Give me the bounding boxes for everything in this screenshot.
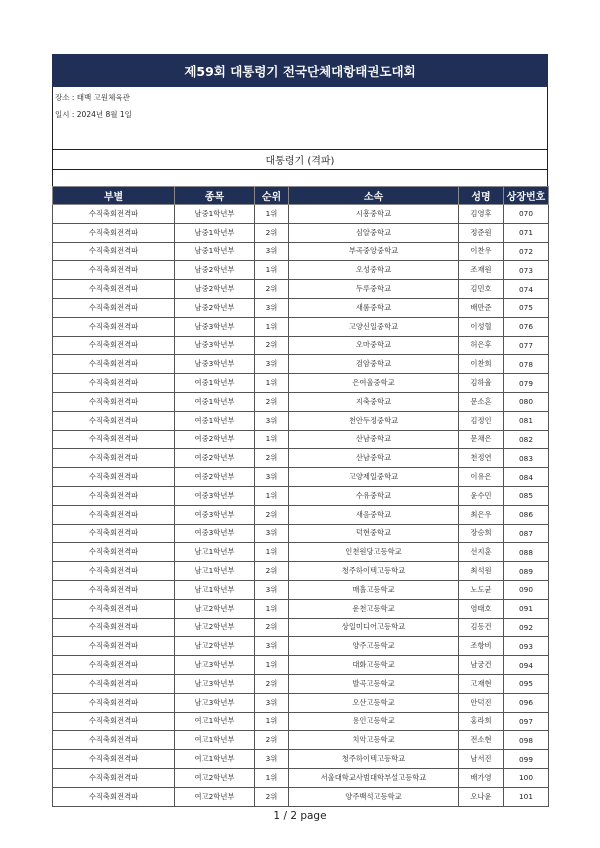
column-header-division: 부별 bbox=[53, 187, 175, 205]
table-row bbox=[53, 693, 549, 712]
table-row bbox=[53, 411, 549, 430]
school-cell: 산남중학교 bbox=[289, 449, 459, 468]
table-body bbox=[53, 205, 549, 807]
results-table bbox=[52, 186, 549, 807]
column-header-school: 소속 bbox=[289, 187, 459, 205]
name-cell: 문채은 bbox=[459, 430, 504, 449]
event-cell: 여중2학년부 bbox=[175, 449, 255, 468]
school-cell: 발곡고등학교 bbox=[289, 674, 459, 693]
award-no-cell: 101 bbox=[504, 787, 549, 806]
school-cell: 천안두정중학교 bbox=[289, 411, 459, 430]
rank-cell: 3위 bbox=[255, 750, 289, 769]
school-cell: 수유중학교 bbox=[289, 486, 459, 505]
rank-cell: 3위 bbox=[255, 242, 289, 261]
section-title: 대통령기 (격파) bbox=[52, 149, 548, 169]
rank-cell: 2위 bbox=[255, 223, 289, 242]
name-cell: 배만준 bbox=[459, 298, 504, 317]
division-cell: 수직축회전격파 bbox=[53, 411, 175, 430]
event-cell: 여중3학년부 bbox=[175, 486, 255, 505]
division-cell: 수직축회전격파 bbox=[53, 562, 175, 581]
rank-cell: 1위 bbox=[255, 374, 289, 393]
name-cell: 이유은 bbox=[459, 468, 504, 487]
division-cell: 수직축회전격파 bbox=[53, 336, 175, 355]
division-cell: 수직축회전격파 bbox=[53, 618, 175, 637]
division-cell: 수직축회전격파 bbox=[53, 768, 175, 787]
school-cell: 청주하이텍고등학교 bbox=[289, 750, 459, 769]
spacer-row bbox=[52, 169, 548, 186]
rank-cell: 1위 bbox=[255, 712, 289, 731]
name-cell: 이찬희 bbox=[459, 355, 504, 374]
division-cell: 수직축회전격파 bbox=[53, 317, 175, 336]
rank-cell: 3위 bbox=[255, 580, 289, 599]
school-cell: 새롬중학교 bbox=[289, 298, 459, 317]
award-no-cell: 077 bbox=[504, 336, 549, 355]
name-cell: 정준원 bbox=[459, 223, 504, 242]
school-cell: 심알중학교 bbox=[289, 223, 459, 242]
school-cell: 오성중학교 bbox=[289, 261, 459, 280]
event-cell: 남중2학년부 bbox=[175, 280, 255, 299]
event-cell: 여고2학년부 bbox=[175, 787, 255, 806]
division-cell: 수직축회전격파 bbox=[53, 580, 175, 599]
award-no-cell: 076 bbox=[504, 317, 549, 336]
school-cell: 은여울중학교 bbox=[289, 374, 459, 393]
school-cell: 용인고등학교 bbox=[289, 712, 459, 731]
division-cell: 수직축회전격파 bbox=[53, 731, 175, 750]
name-cell: 오나윤 bbox=[459, 787, 504, 806]
table-row bbox=[53, 731, 549, 750]
event-cell: 여중1학년부 bbox=[175, 411, 255, 430]
award-no-cell: 088 bbox=[504, 543, 549, 562]
award-no-cell: 095 bbox=[504, 674, 549, 693]
award-no-cell: 074 bbox=[504, 280, 549, 299]
event-cell: 여고1학년부 bbox=[175, 731, 255, 750]
name-cell: 홍라희 bbox=[459, 712, 504, 731]
table-row bbox=[53, 430, 549, 449]
award-no-cell: 098 bbox=[504, 731, 549, 750]
event-cell: 남중2학년부 bbox=[175, 261, 255, 280]
division-cell: 수직축회전격파 bbox=[53, 261, 175, 280]
school-cell: 매홀고등학교 bbox=[289, 580, 459, 599]
division-cell: 수직축회전격파 bbox=[53, 656, 175, 675]
division-cell: 수직축회전격파 bbox=[53, 468, 175, 487]
rank-cell: 2위 bbox=[255, 449, 289, 468]
school-cell: 운천고등학교 bbox=[289, 599, 459, 618]
award-no-cell: 080 bbox=[504, 392, 549, 411]
award-no-cell: 079 bbox=[504, 374, 549, 393]
rank-cell: 1위 bbox=[255, 543, 289, 562]
table-row bbox=[53, 355, 549, 374]
table-row bbox=[53, 543, 549, 562]
table-row bbox=[53, 392, 549, 411]
school-cell: 치악고등학교 bbox=[289, 731, 459, 750]
rank-cell: 2위 bbox=[255, 674, 289, 693]
name-cell: 이성혈 bbox=[459, 317, 504, 336]
table-row bbox=[53, 374, 549, 393]
name-cell: 조재원 bbox=[459, 261, 504, 280]
award-no-cell: 073 bbox=[504, 261, 549, 280]
table-row bbox=[53, 242, 549, 261]
table-row bbox=[53, 505, 549, 524]
award-no-cell: 072 bbox=[504, 242, 549, 261]
rank-cell: 1위 bbox=[255, 317, 289, 336]
school-cell: 부곡중앙중학교 bbox=[289, 242, 459, 261]
award-no-cell: 081 bbox=[504, 411, 549, 430]
event-cell: 여중3학년부 bbox=[175, 524, 255, 543]
table-header-row bbox=[53, 187, 549, 205]
rank-cell: 3위 bbox=[255, 468, 289, 487]
event-cell: 여고2학년부 bbox=[175, 768, 255, 787]
name-cell: 장승희 bbox=[459, 524, 504, 543]
name-cell: 문소흔 bbox=[459, 392, 504, 411]
rank-cell: 1위 bbox=[255, 261, 289, 280]
division-cell: 수직축회전격파 bbox=[53, 693, 175, 712]
table-row bbox=[53, 468, 549, 487]
document-title: 제59회 대통령기 전국단체대항태권도대회 bbox=[52, 54, 548, 87]
rank-cell: 2위 bbox=[255, 731, 289, 750]
event-cell: 남중3학년부 bbox=[175, 336, 255, 355]
school-cell: 서울대학교사범대학부설고등학교 bbox=[289, 768, 459, 787]
school-cell: 양주고등학교 bbox=[289, 637, 459, 656]
award-no-cell: 082 bbox=[504, 430, 549, 449]
venue-text: 장소 : 태백 고원체육관 bbox=[55, 93, 130, 102]
division-cell: 수직축회전격파 bbox=[53, 750, 175, 769]
table-row bbox=[53, 317, 549, 336]
rank-cell: 2위 bbox=[255, 787, 289, 806]
table-row bbox=[53, 298, 549, 317]
table-row bbox=[53, 656, 549, 675]
name-cell: 허은후 bbox=[459, 336, 504, 355]
award-no-cell: 092 bbox=[504, 618, 549, 637]
event-cell: 남중3학년부 bbox=[175, 317, 255, 336]
table-row bbox=[53, 280, 549, 299]
name-cell: 김정인 bbox=[459, 411, 504, 430]
division-cell: 수직축회전격파 bbox=[53, 449, 175, 468]
school-cell: 양주백석고등학교 bbox=[289, 787, 459, 806]
rank-cell: 2위 bbox=[255, 618, 289, 637]
rank-cell: 2위 bbox=[255, 392, 289, 411]
division-cell: 수직축회전격파 bbox=[53, 392, 175, 411]
name-cell: 선지훈 bbox=[459, 543, 504, 562]
event-cell: 남고2학년부 bbox=[175, 637, 255, 656]
division-cell: 수직축회전격파 bbox=[53, 543, 175, 562]
name-cell: 최은우 bbox=[459, 505, 504, 524]
school-cell: 산남중학교 bbox=[289, 430, 459, 449]
division-cell: 수직축회전격파 bbox=[53, 280, 175, 299]
division-cell: 수직축회전격파 bbox=[53, 355, 175, 374]
name-cell: 고재현 bbox=[459, 674, 504, 693]
award-no-cell: 078 bbox=[504, 355, 549, 374]
name-cell: 안덕진 bbox=[459, 693, 504, 712]
event-cell: 남고1학년부 bbox=[175, 580, 255, 599]
event-cell: 여중1학년부 bbox=[175, 392, 255, 411]
rank-cell: 3위 bbox=[255, 524, 289, 543]
table-row bbox=[53, 449, 549, 468]
rank-cell: 1위 bbox=[255, 599, 289, 618]
award-no-cell: 094 bbox=[504, 656, 549, 675]
division-cell: 수직축회전격파 bbox=[53, 524, 175, 543]
name-cell: 윤수민 bbox=[459, 486, 504, 505]
table-row bbox=[53, 336, 549, 355]
event-cell: 여중2학년부 bbox=[175, 430, 255, 449]
school-cell: 청주하이텍고등학교 bbox=[289, 562, 459, 581]
table-row bbox=[53, 750, 549, 769]
rank-cell: 1위 bbox=[255, 486, 289, 505]
results-sheet bbox=[52, 54, 548, 807]
division-cell: 수직축회전격파 bbox=[53, 486, 175, 505]
name-cell: 배가영 bbox=[459, 768, 504, 787]
rank-cell: 1위 bbox=[255, 656, 289, 675]
rank-cell: 3위 bbox=[255, 355, 289, 374]
award-no-cell: 086 bbox=[504, 505, 549, 524]
school-cell: 새음중학교 bbox=[289, 505, 459, 524]
school-cell: 지축중학교 bbox=[289, 392, 459, 411]
rank-cell: 3위 bbox=[255, 411, 289, 430]
division-cell: 수직축회전격파 bbox=[53, 223, 175, 242]
rank-cell: 2위 bbox=[255, 505, 289, 524]
award-no-cell: 096 bbox=[504, 693, 549, 712]
event-cell: 여중1학년부 bbox=[175, 374, 255, 393]
rank-cell: 2위 bbox=[255, 280, 289, 299]
name-cell: 김하율 bbox=[459, 374, 504, 393]
division-cell: 수직축회전격파 bbox=[53, 430, 175, 449]
award-no-cell: 085 bbox=[504, 486, 549, 505]
division-cell: 수직축회전격파 bbox=[53, 712, 175, 731]
page-indicator: 1 / 2 page bbox=[273, 810, 327, 822]
rank-cell: 1위 bbox=[255, 768, 289, 787]
table-row bbox=[53, 599, 549, 618]
column-header-rank: 순위 bbox=[255, 187, 289, 205]
name-cell: 김민호 bbox=[459, 280, 504, 299]
school-cell: 오마중학교 bbox=[289, 336, 459, 355]
award-no-cell: 097 bbox=[504, 712, 549, 731]
division-cell: 수직축회전격파 bbox=[53, 787, 175, 806]
name-cell: 조항비 bbox=[459, 637, 504, 656]
column-header-award-no: 상장번호 bbox=[504, 187, 549, 205]
award-no-cell: 083 bbox=[504, 449, 549, 468]
event-info bbox=[52, 87, 548, 149]
name-cell: 전소현 bbox=[459, 731, 504, 750]
table-row bbox=[53, 261, 549, 280]
name-cell: 남궁건 bbox=[459, 656, 504, 675]
event-cell: 남중3학년부 bbox=[175, 355, 255, 374]
division-cell: 수직축회전격파 bbox=[53, 374, 175, 393]
division-cell: 수직축회전격파 bbox=[53, 242, 175, 261]
table-row bbox=[53, 524, 549, 543]
award-no-cell: 070 bbox=[504, 205, 549, 224]
school-cell: 오산고등학교 bbox=[289, 693, 459, 712]
event-cell: 남고3학년부 bbox=[175, 656, 255, 675]
name-cell: 남서진 bbox=[459, 750, 504, 769]
name-cell: 천정연 bbox=[459, 449, 504, 468]
school-cell: 검암중학교 bbox=[289, 355, 459, 374]
event-cell: 남고2학년부 bbox=[175, 618, 255, 637]
award-no-cell: 099 bbox=[504, 750, 549, 769]
table-row bbox=[53, 637, 549, 656]
event-cell: 여중2학년부 bbox=[175, 468, 255, 487]
division-cell: 수직축회전격파 bbox=[53, 674, 175, 693]
event-cell: 남중1학년부 bbox=[175, 223, 255, 242]
table-row bbox=[53, 562, 549, 581]
division-cell: 수직축회전격파 bbox=[53, 205, 175, 224]
rank-cell: 1위 bbox=[255, 205, 289, 224]
rank-cell: 2위 bbox=[255, 336, 289, 355]
name-cell: 김영후 bbox=[459, 205, 504, 224]
table-row bbox=[53, 486, 549, 505]
school-cell: 시흥중학교 bbox=[289, 205, 459, 224]
column-header-event: 종목 bbox=[175, 187, 255, 205]
school-cell: 고양신일중학교 bbox=[289, 317, 459, 336]
award-no-cell: 075 bbox=[504, 298, 549, 317]
division-cell: 수직축회전격파 bbox=[53, 599, 175, 618]
table-row bbox=[53, 674, 549, 693]
school-cell: 인천원당고등학교 bbox=[289, 543, 459, 562]
rank-cell: 3위 bbox=[255, 693, 289, 712]
rank-cell: 3위 bbox=[255, 298, 289, 317]
table-row bbox=[53, 223, 549, 242]
name-cell: 최석원 bbox=[459, 562, 504, 581]
table-row bbox=[53, 712, 549, 731]
event-cell: 여고1학년부 bbox=[175, 750, 255, 769]
event-cell: 여고1학년부 bbox=[175, 712, 255, 731]
rank-cell: 3위 bbox=[255, 637, 289, 656]
school-cell: 덕현중학교 bbox=[289, 524, 459, 543]
date-text: 일시 : 2024년 8월 1일 bbox=[55, 110, 132, 119]
event-cell: 남고3학년부 bbox=[175, 674, 255, 693]
event-cell: 남고1학년부 bbox=[175, 562, 255, 581]
name-cell: 이찬우 bbox=[459, 242, 504, 261]
school-cell: 대화고등학교 bbox=[289, 656, 459, 675]
school-cell: 두루중학교 bbox=[289, 280, 459, 299]
event-cell: 남고1학년부 bbox=[175, 543, 255, 562]
name-cell: 김동건 bbox=[459, 618, 504, 637]
name-cell: 염태호 bbox=[459, 599, 504, 618]
rank-cell: 2위 bbox=[255, 562, 289, 581]
rank-cell: 1위 bbox=[255, 430, 289, 449]
award-no-cell: 089 bbox=[504, 562, 549, 581]
event-cell: 여중3학년부 bbox=[175, 505, 255, 524]
table-row bbox=[53, 580, 549, 599]
award-no-cell: 091 bbox=[504, 599, 549, 618]
school-cell: 고양제일중학교 bbox=[289, 468, 459, 487]
division-cell: 수직축회전격파 bbox=[53, 637, 175, 656]
division-cell: 수직축회전격파 bbox=[53, 505, 175, 524]
award-no-cell: 100 bbox=[504, 768, 549, 787]
award-no-cell: 093 bbox=[504, 637, 549, 656]
event-cell: 남고2학년부 bbox=[175, 599, 255, 618]
table-row bbox=[53, 618, 549, 637]
event-cell: 남고3학년부 bbox=[175, 693, 255, 712]
table-row bbox=[53, 787, 549, 806]
award-no-cell: 087 bbox=[504, 524, 549, 543]
name-cell: 노도균 bbox=[459, 580, 504, 599]
award-no-cell: 084 bbox=[504, 468, 549, 487]
event-cell: 남중1학년부 bbox=[175, 242, 255, 261]
event-cell: 남중2학년부 bbox=[175, 298, 255, 317]
column-header-name: 성명 bbox=[459, 187, 504, 205]
table-row bbox=[53, 768, 549, 787]
division-cell: 수직축회전격파 bbox=[53, 298, 175, 317]
school-cell: 상일미디어고등학교 bbox=[289, 618, 459, 637]
table-row bbox=[53, 205, 549, 224]
award-no-cell: 071 bbox=[504, 223, 549, 242]
event-cell: 남중1학년부 bbox=[175, 205, 255, 224]
award-no-cell: 090 bbox=[504, 580, 549, 599]
